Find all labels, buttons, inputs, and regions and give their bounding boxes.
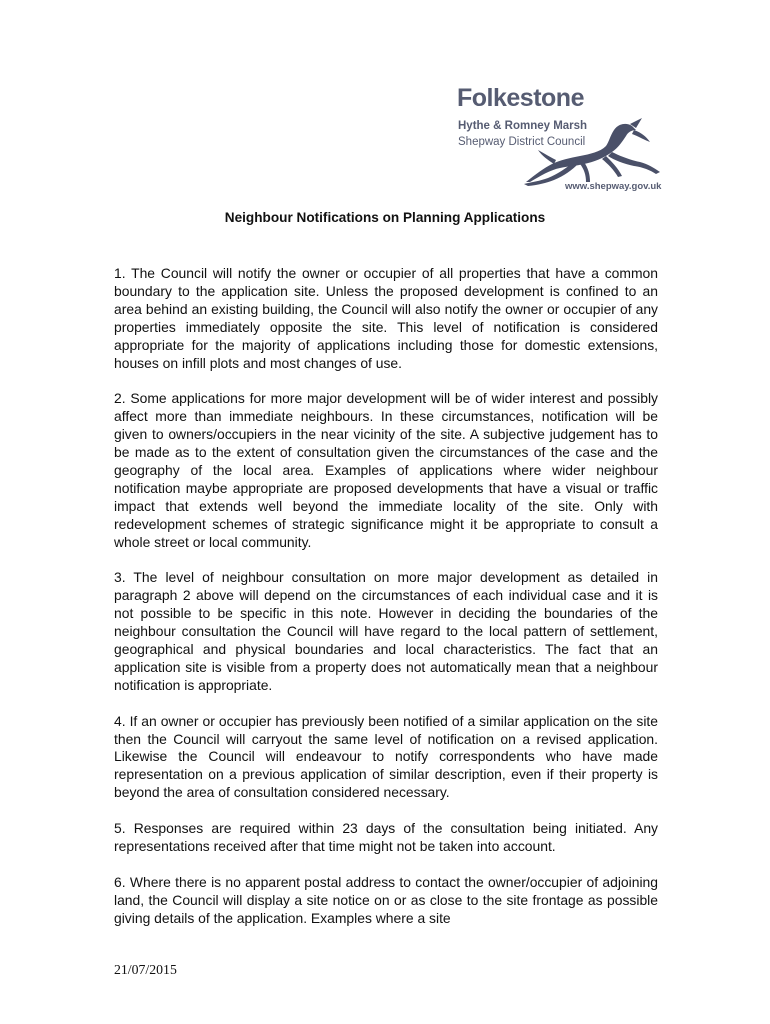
logo-council-name: Shepway District Council [458,136,586,148]
paragraph-1: 1. The Council will notify the owner or occupier of all properties that have a common boundary to the application site. Unless the proposed development is confined to an area behind an existing building, the Council will also notify the owner or occupier of any properties immediately opposite the site. This level of notification is considered appropriate for the majority of applications including those for domestic extensions, houses on infill plots and most changes of use. [114,265,658,371]
logo-website: www.shepway.gov.uk [565,181,662,192]
paragraph-3: 3. The level of neighbour consultation on more major development as detailed in paragraph 2 above will depend on the circumstances of each individual case and it is not possible to be specific in this note. However in deciding the boundaries of the neighbour consultation the Council will have regard to the local pattern of settlement, geographical and physical boundaries and local characteristics. The fact that an application site is visible from a property does not automatically mean that a neighbour notification is appropriate. [114,569,658,693]
paragraph-2: 2. Some applications for more major development will be of wider interest and possibly affect more than immediate neighbours. In these circumstances, notification will be given to owners/occupiers in the near vicinity of the site. A subjective judgement has to be made as to the extent of consultation given the circumstances of the case and the geography of the local area. Examples of applications where wider neighbour notification maybe appropriate are proposed developments that have a visual or traffic impact that extends well beyond the immediate locality of the site. Only with redevelopment schemes of strategic significance might it be appropriate to consult a whole street or local community. [114,390,658,550]
paragraph-4: 4. If an owner or occupier has previously been notified of a similar application on the site then the Council will carryout the same level of notification on a revised application. Likewise the Council will endeavour to notify correspondents who have made representation on a previous application of similar description, even if their property is beyond the area of consultation considered necessary. [114,712,658,801]
document-body [114,265,658,945]
logo-name: Folkestone [457,84,584,112]
paragraph-5: 5. Responses are required within 23 days of the consultation being initiated. Any representations received after that time might not be taken into account. [114,820,658,854]
council-logo [452,86,672,198]
footer-date: 21/07/2015 [114,962,177,977]
logo-subtitle: Hythe & Romney Marsh [458,120,588,132]
horse-icon [514,116,664,186]
document-title: Neighbour Notifications on Planning Applications [224,210,546,225]
paragraph-6: 6. Where there is no apparent postal address to contact the owner/occupier of adjoining land, the Council will display a site notice on or as close to the site frontage as possible giving details of the application. Examples where a site [114,873,658,926]
